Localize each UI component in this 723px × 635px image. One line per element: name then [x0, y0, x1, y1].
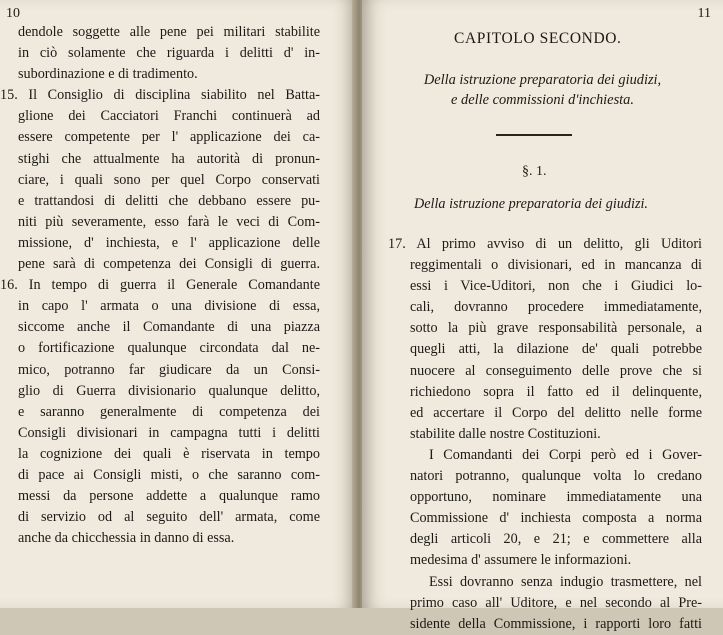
text-line: reggimentali o divisionari, ed in mancanza di: [410, 257, 702, 274]
text-line: stabilite dalle nostre Costituzioni.: [410, 425, 601, 442]
divider-rule: [496, 134, 572, 136]
text-line: ciare, i quali sono per quel Corpo conservati: [18, 171, 320, 188]
text-line: 17. Al primo avviso di un delitto, gli Uditori: [388, 236, 702, 252]
text-line: stighi che attualmente ha autorità di pronun-: [18, 150, 320, 167]
text-line: in capo l' armata o una divisione di essa,: [18, 298, 320, 315]
text-line: niti più severamente, esso farà le veci di Com-: [18, 213, 320, 230]
right-page: [362, 0, 723, 632]
text-line: e trattandosi di delitti che debbano essere pu-: [18, 192, 320, 209]
left-text-block: [0, 22, 320, 549]
text-line: la cognizione dei quali è riservata in tempo: [18, 445, 320, 462]
text-line: o fortificazione qualunque circondata dal ne-: [18, 340, 320, 357]
text-line: opportuno, nominare immediatamente una: [410, 489, 702, 506]
text-line: 16. In tempo di guerra il Generale Comandante: [0, 277, 320, 294]
text-line: di pace ai Consigli misti, o che saranno com-: [18, 466, 320, 483]
text-line: mico, potranno far giudicare da un Consi-: [18, 361, 320, 378]
text-line: Consigli divisionari in campagna tutti i delitti: [18, 424, 320, 441]
page-number-right: 11: [697, 6, 711, 21]
chapter-subtitle-line: Della istruzione preparatoria dei giudizi,: [423, 72, 662, 88]
text-line: glio di Guerra divisionario qualunque delitto,: [18, 382, 320, 399]
text-line: in ciò solamente che riguarda i delitti d' in-: [18, 45, 320, 62]
text-line: essi i Vice-Uditori, non che i Giudici lo-: [410, 278, 702, 295]
text-line: natori potranno, qualunque volta lo credano: [410, 468, 702, 485]
text-line: subordinazione e di tradimento.: [18, 66, 198, 83]
page-number-left: 10: [6, 6, 20, 21]
section-heading: Della istruzione preparatoria dei giudizi.: [414, 196, 648, 212]
text-line: sotto la più grave responsabilità personale, a: [410, 320, 702, 337]
chapter-subtitle-line: e delle commissioni d'inchiesta.: [451, 92, 634, 108]
text-line: sidente della Commissione, i rapporti loro fatti: [410, 615, 702, 632]
text-line: Essi dovranno senza indugio trasmettere, nel: [429, 573, 702, 590]
text-line: siccome anche il Comandante di una piazza: [18, 319, 320, 336]
text-line: cali, dovranno procedere immediatamente,: [410, 299, 702, 316]
text-line: medesima d' assumere le informazioni.: [410, 552, 632, 569]
text-line: I Comandanti dei Corpi però ed i Gover-: [429, 446, 702, 463]
text-line: ed accertare il Corpo del delitto nelle forme: [410, 404, 702, 421]
text-line: 15. Il Consiglio di disciplina siabilito nel Batta-: [0, 87, 320, 104]
text-line: essere competente per l' applicazione dei ca-: [18, 129, 320, 146]
text-line: e saranno generalmente di competenza dei: [18, 403, 320, 420]
text-line: nuocere al conseguimento delle prove che si: [410, 362, 702, 379]
left-page: [0, 0, 356, 608]
text-line: pene sarà di competenza dei Consigli di guerra.: [18, 256, 320, 273]
text-line: di servizio od al seguito dell' armata, come: [18, 509, 320, 526]
text-line: messi da persone addette a qualunque ramo: [18, 488, 320, 505]
text-line: richiedono sopra il fatto ed il delinquente,: [410, 383, 702, 400]
text-line: glione dei Cacciatori Franchi continuerà ad: [18, 108, 320, 125]
text-line: Commissione d' inchiesta composta a norma: [410, 510, 702, 527]
text-line: missione, d' inchiesta, e l' applicazione delle: [18, 234, 320, 251]
chapter-title: CAPITOLO SECONDO.: [454, 30, 622, 47]
section-mark: §. 1.: [522, 164, 547, 179]
text-line: anche da chicchessia in danno di essa.: [18, 530, 235, 547]
text-line: dendole soggette alle pene pei militari stabilite: [18, 24, 320, 40]
right-text-block: [388, 234, 702, 635]
text-line: primo caso all' Uditore, e nel secondo al Pre-: [410, 594, 702, 611]
text-line: quegli atti, la dilazione de' quali potrebbe: [410, 341, 702, 358]
text-line: degli articoli 20, e 21; e commettere alla: [410, 531, 702, 548]
